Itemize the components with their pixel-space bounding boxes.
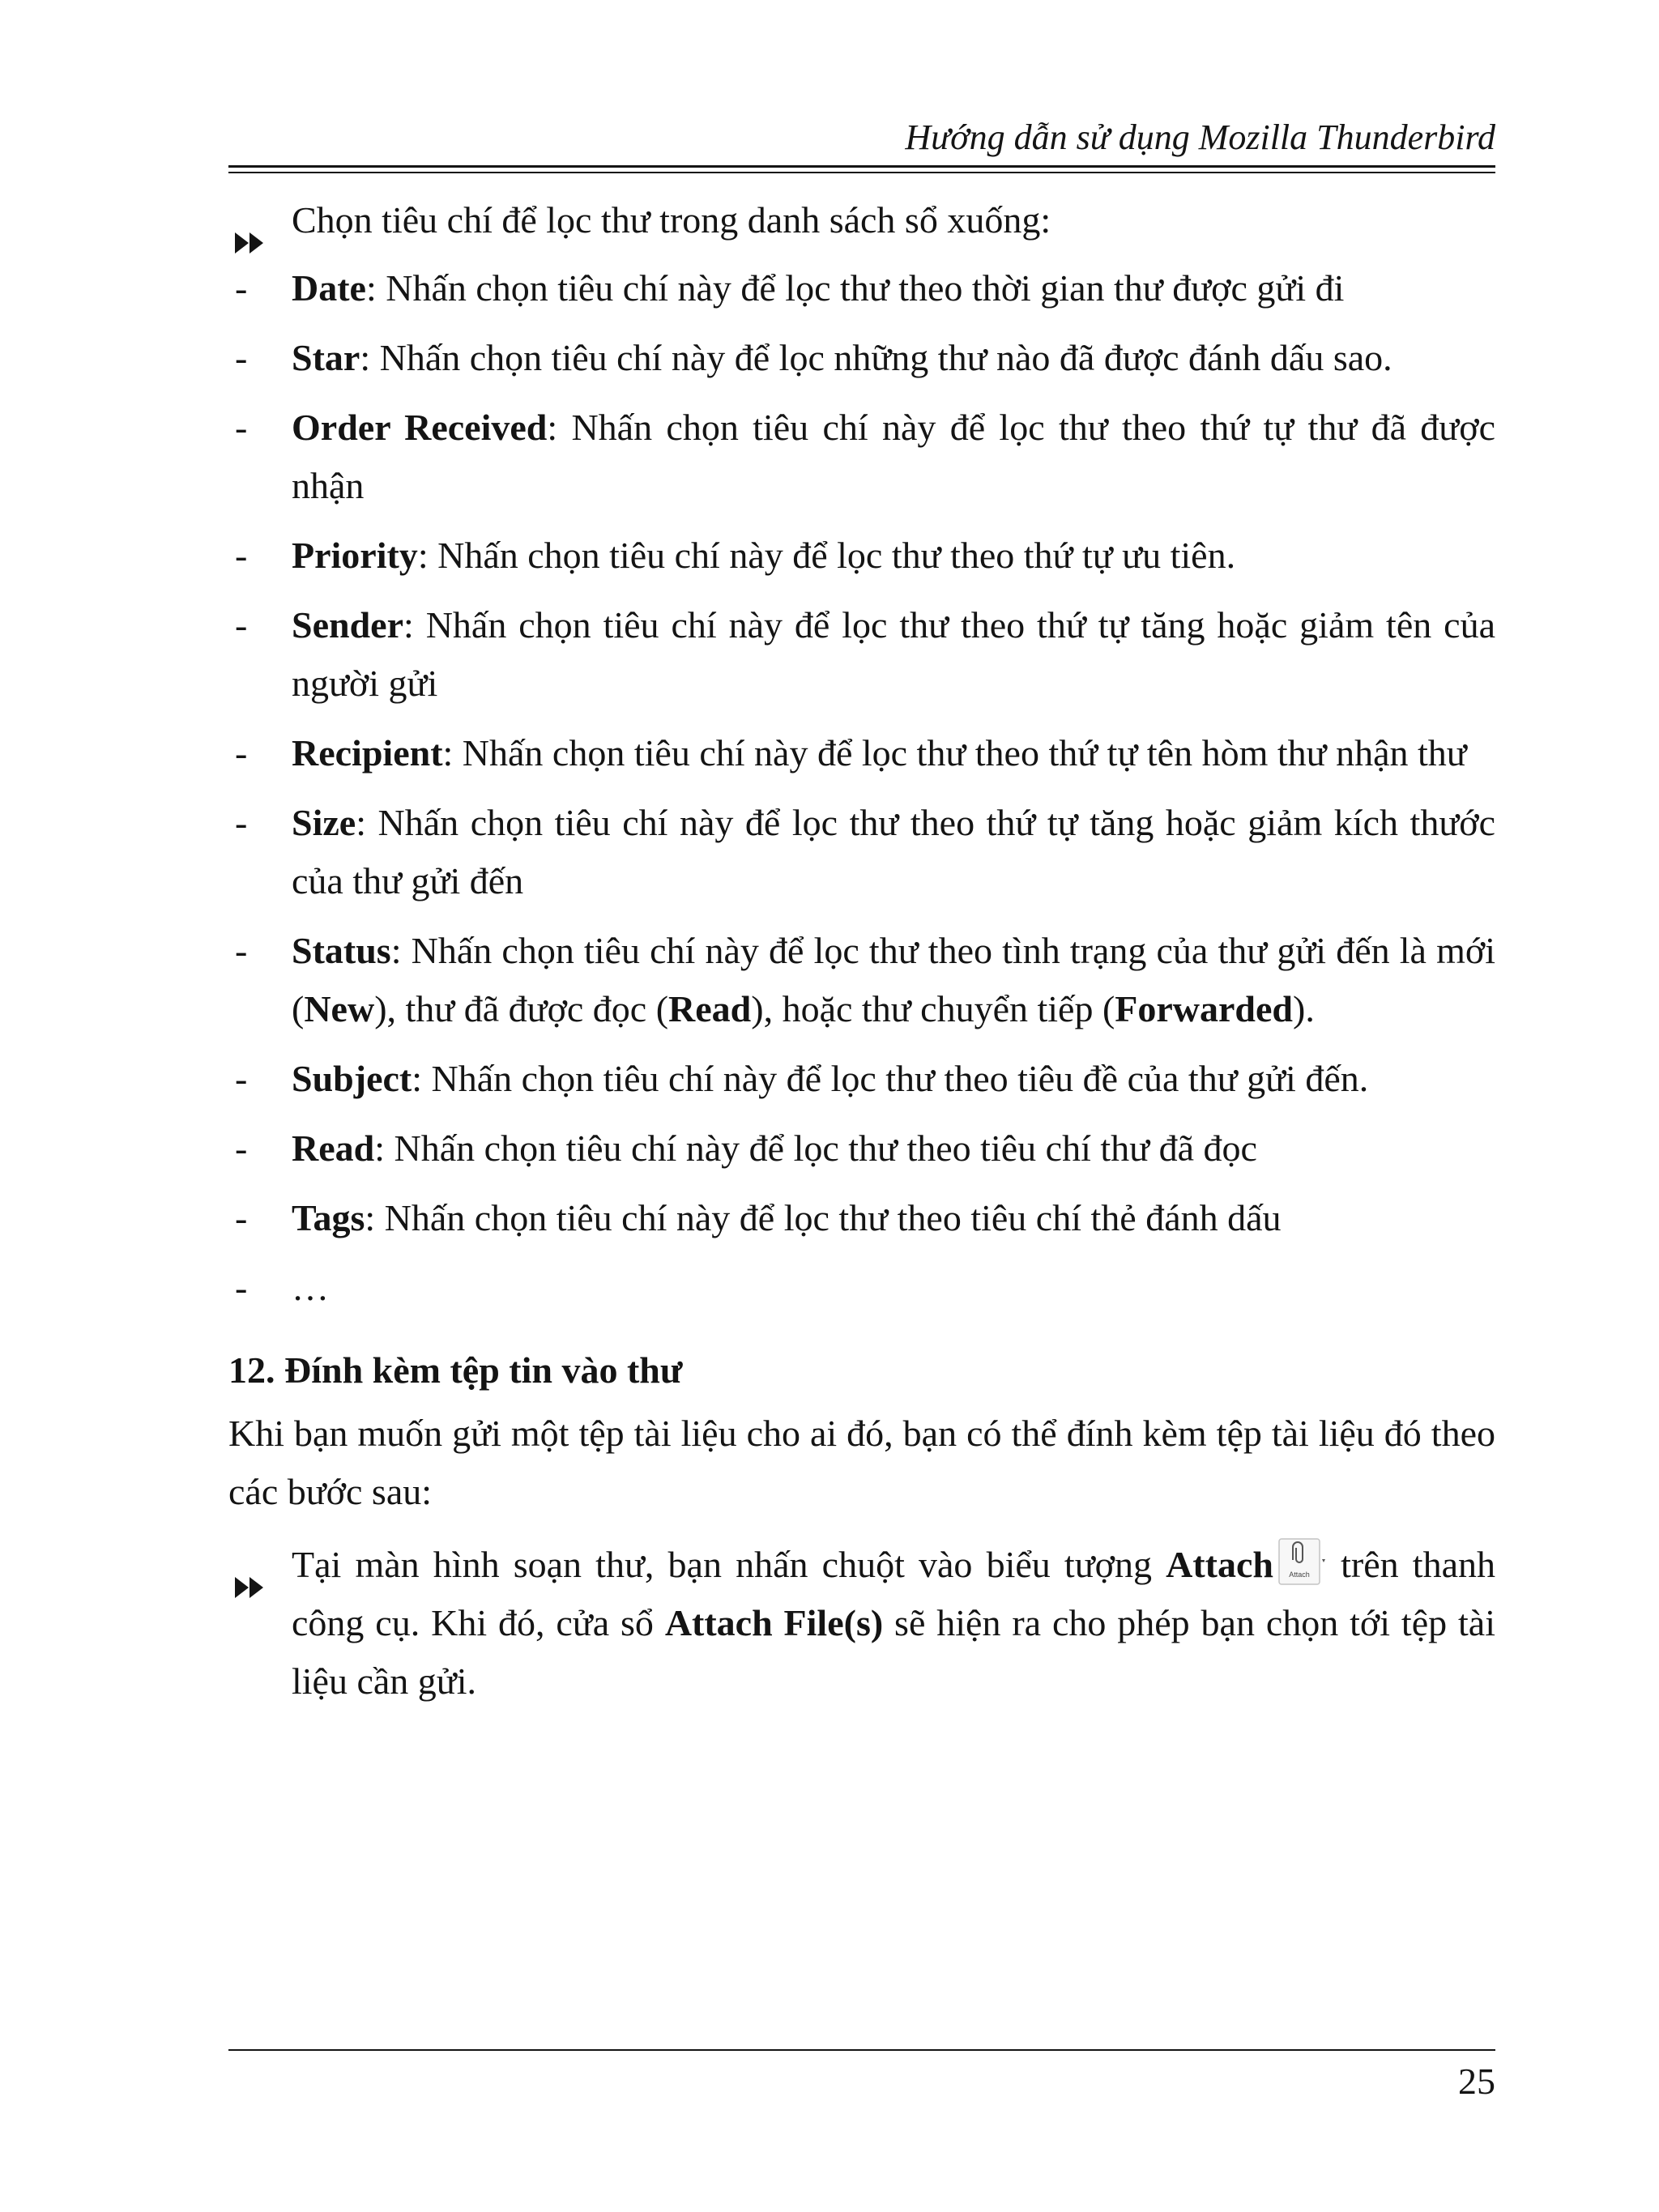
list-item (228, 329, 1495, 387)
item-term: Date (292, 267, 366, 309)
status-forwarded: Forwarded (1115, 988, 1294, 1029)
item-term: Priority (292, 535, 418, 576)
attach-label: Attach (1166, 1544, 1273, 1585)
item-term: Status (292, 930, 391, 971)
footer-rule (228, 2049, 1495, 2051)
header-rule-thin (228, 172, 1495, 173)
dash-marker: - (235, 732, 248, 774)
list-item-ellipsis (228, 1259, 1495, 1317)
ellipsis-text: … (292, 1267, 329, 1308)
item-term: Sender (292, 604, 403, 646)
item-desc: : Nhấn chọn tiêu chí này để lọc thư theo thứ tự tăng hoặc giảm kích thước của thư gửi đến (292, 802, 1495, 901)
item-term: Recipient (292, 732, 443, 774)
step-text-3: sẽ hiện ra cho phép bạn chọn tới tệp tài liệu cần gửi. (292, 1602, 1495, 1702)
double-arrow-icon (235, 1557, 266, 1578)
item-term: Subject (292, 1058, 412, 1099)
document-page (228, 0, 1495, 2212)
item-desc: : Nhấn chọn tiêu chí này để lọc thư theo tiêu đề của thư gửi đến. (412, 1058, 1369, 1099)
attach-paperclip-icon (1278, 1538, 1327, 1585)
step-bullet (228, 1536, 1495, 1711)
list-item (228, 724, 1495, 782)
dash-marker: - (235, 930, 248, 971)
dash-marker: - (235, 337, 248, 378)
page-number: 25 (1458, 2061, 1495, 2102)
dash-marker: - (235, 1058, 248, 1099)
item-term: Star (292, 337, 360, 378)
dash-marker: - (235, 407, 248, 448)
step-text-1: Tại màn hình soạn thư, bạn nhấn chuột vào biểu tượng (292, 1544, 1166, 1585)
list-item (228, 596, 1495, 713)
list-item-status (228, 922, 1495, 1038)
item-desc: : Nhấn chọn tiêu chí này để lọc thư theo thứ tự tăng hoặc giảm tên của người gửi (292, 604, 1495, 704)
section-heading: 12. Đính kèm tệp tin vào thư (228, 1349, 683, 1391)
status-read: Read (668, 988, 752, 1029)
status-new: New (304, 988, 375, 1029)
dash-marker: - (235, 1267, 248, 1308)
intro-bullet-text: Chọn tiêu chí để lọc thư trong danh sách sổ xuống: (292, 199, 1051, 241)
list-item (228, 259, 1495, 318)
dash-marker: - (235, 535, 248, 576)
running-header: Hướng dẫn sử dụng Mozilla Thunderbird (905, 117, 1495, 157)
item-desc: : Nhấn chọn tiêu chí này để lọc thư theo tiêu chí thẻ đánh dấu (365, 1197, 1282, 1238)
list-item (228, 526, 1495, 585)
list-item (228, 399, 1495, 515)
dash-marker: - (235, 1197, 248, 1238)
status-desc-4: ). (1293, 988, 1315, 1029)
item-desc: : Nhấn chọn tiêu chí này để lọc những thư nào đã được đánh dấu sao. (360, 337, 1392, 378)
section-paragraph: Khi bạn muốn gửi một tệp tài liệu cho ai đó, bạn có thể đính kèm tệp tài liệu đó theo các bước sau: (228, 1413, 1495, 1512)
item-term: Size (292, 802, 356, 843)
attach-icon-caption: Attach (1289, 1571, 1310, 1579)
page-content (228, 191, 1495, 1711)
list-item (228, 794, 1495, 910)
attach-window-label: Attach File(s) (664, 1602, 884, 1643)
list-item (228, 1189, 1495, 1247)
dash-marker: - (235, 604, 248, 646)
dash-marker: - (235, 802, 248, 843)
item-term: Order Received (292, 407, 548, 448)
item-desc: : Nhấn chọn tiêu chí này để lọc thư theo thứ tự ưu tiên. (417, 535, 1236, 576)
list-item (228, 1119, 1495, 1178)
item-desc: : Nhấn chọn tiêu chí này để lọc thư theo thời gian thư được gửi đi (365, 267, 1345, 309)
list-item (228, 1050, 1495, 1108)
item-desc: : Nhấn chọn tiêu chí này để lọc thư theo tiêu chí thư đã đọc (374, 1127, 1257, 1169)
dash-marker: - (235, 1127, 248, 1169)
double-arrow-icon (235, 212, 266, 233)
status-desc-1: : Nhấn chọn tiêu chí này để lọc thư theo tình trạng của thư gửi đến là mới ( (292, 930, 1495, 1029)
item-desc: : Nhấn chọn tiêu chí này để lọc thư theo thứ tự thư đã được nhận (292, 407, 1495, 506)
status-desc-3: ), hoặc thư chuyển tiếp ( (751, 988, 1115, 1029)
item-desc: : Nhấn chọn tiêu chí này để lọc thư theo thứ tự tên hòm thư nhận thư (442, 732, 1467, 774)
dash-marker: - (235, 267, 248, 309)
item-term: Read (292, 1127, 375, 1169)
intro-bullet (228, 191, 1495, 249)
step-text-2: trên thanh công cụ. Khi đó, cửa sổ (292, 1544, 1495, 1643)
header-rule (228, 165, 1495, 168)
item-term: Tags (292, 1197, 365, 1238)
status-desc-2: ), thư đã được đọc ( (374, 988, 669, 1029)
